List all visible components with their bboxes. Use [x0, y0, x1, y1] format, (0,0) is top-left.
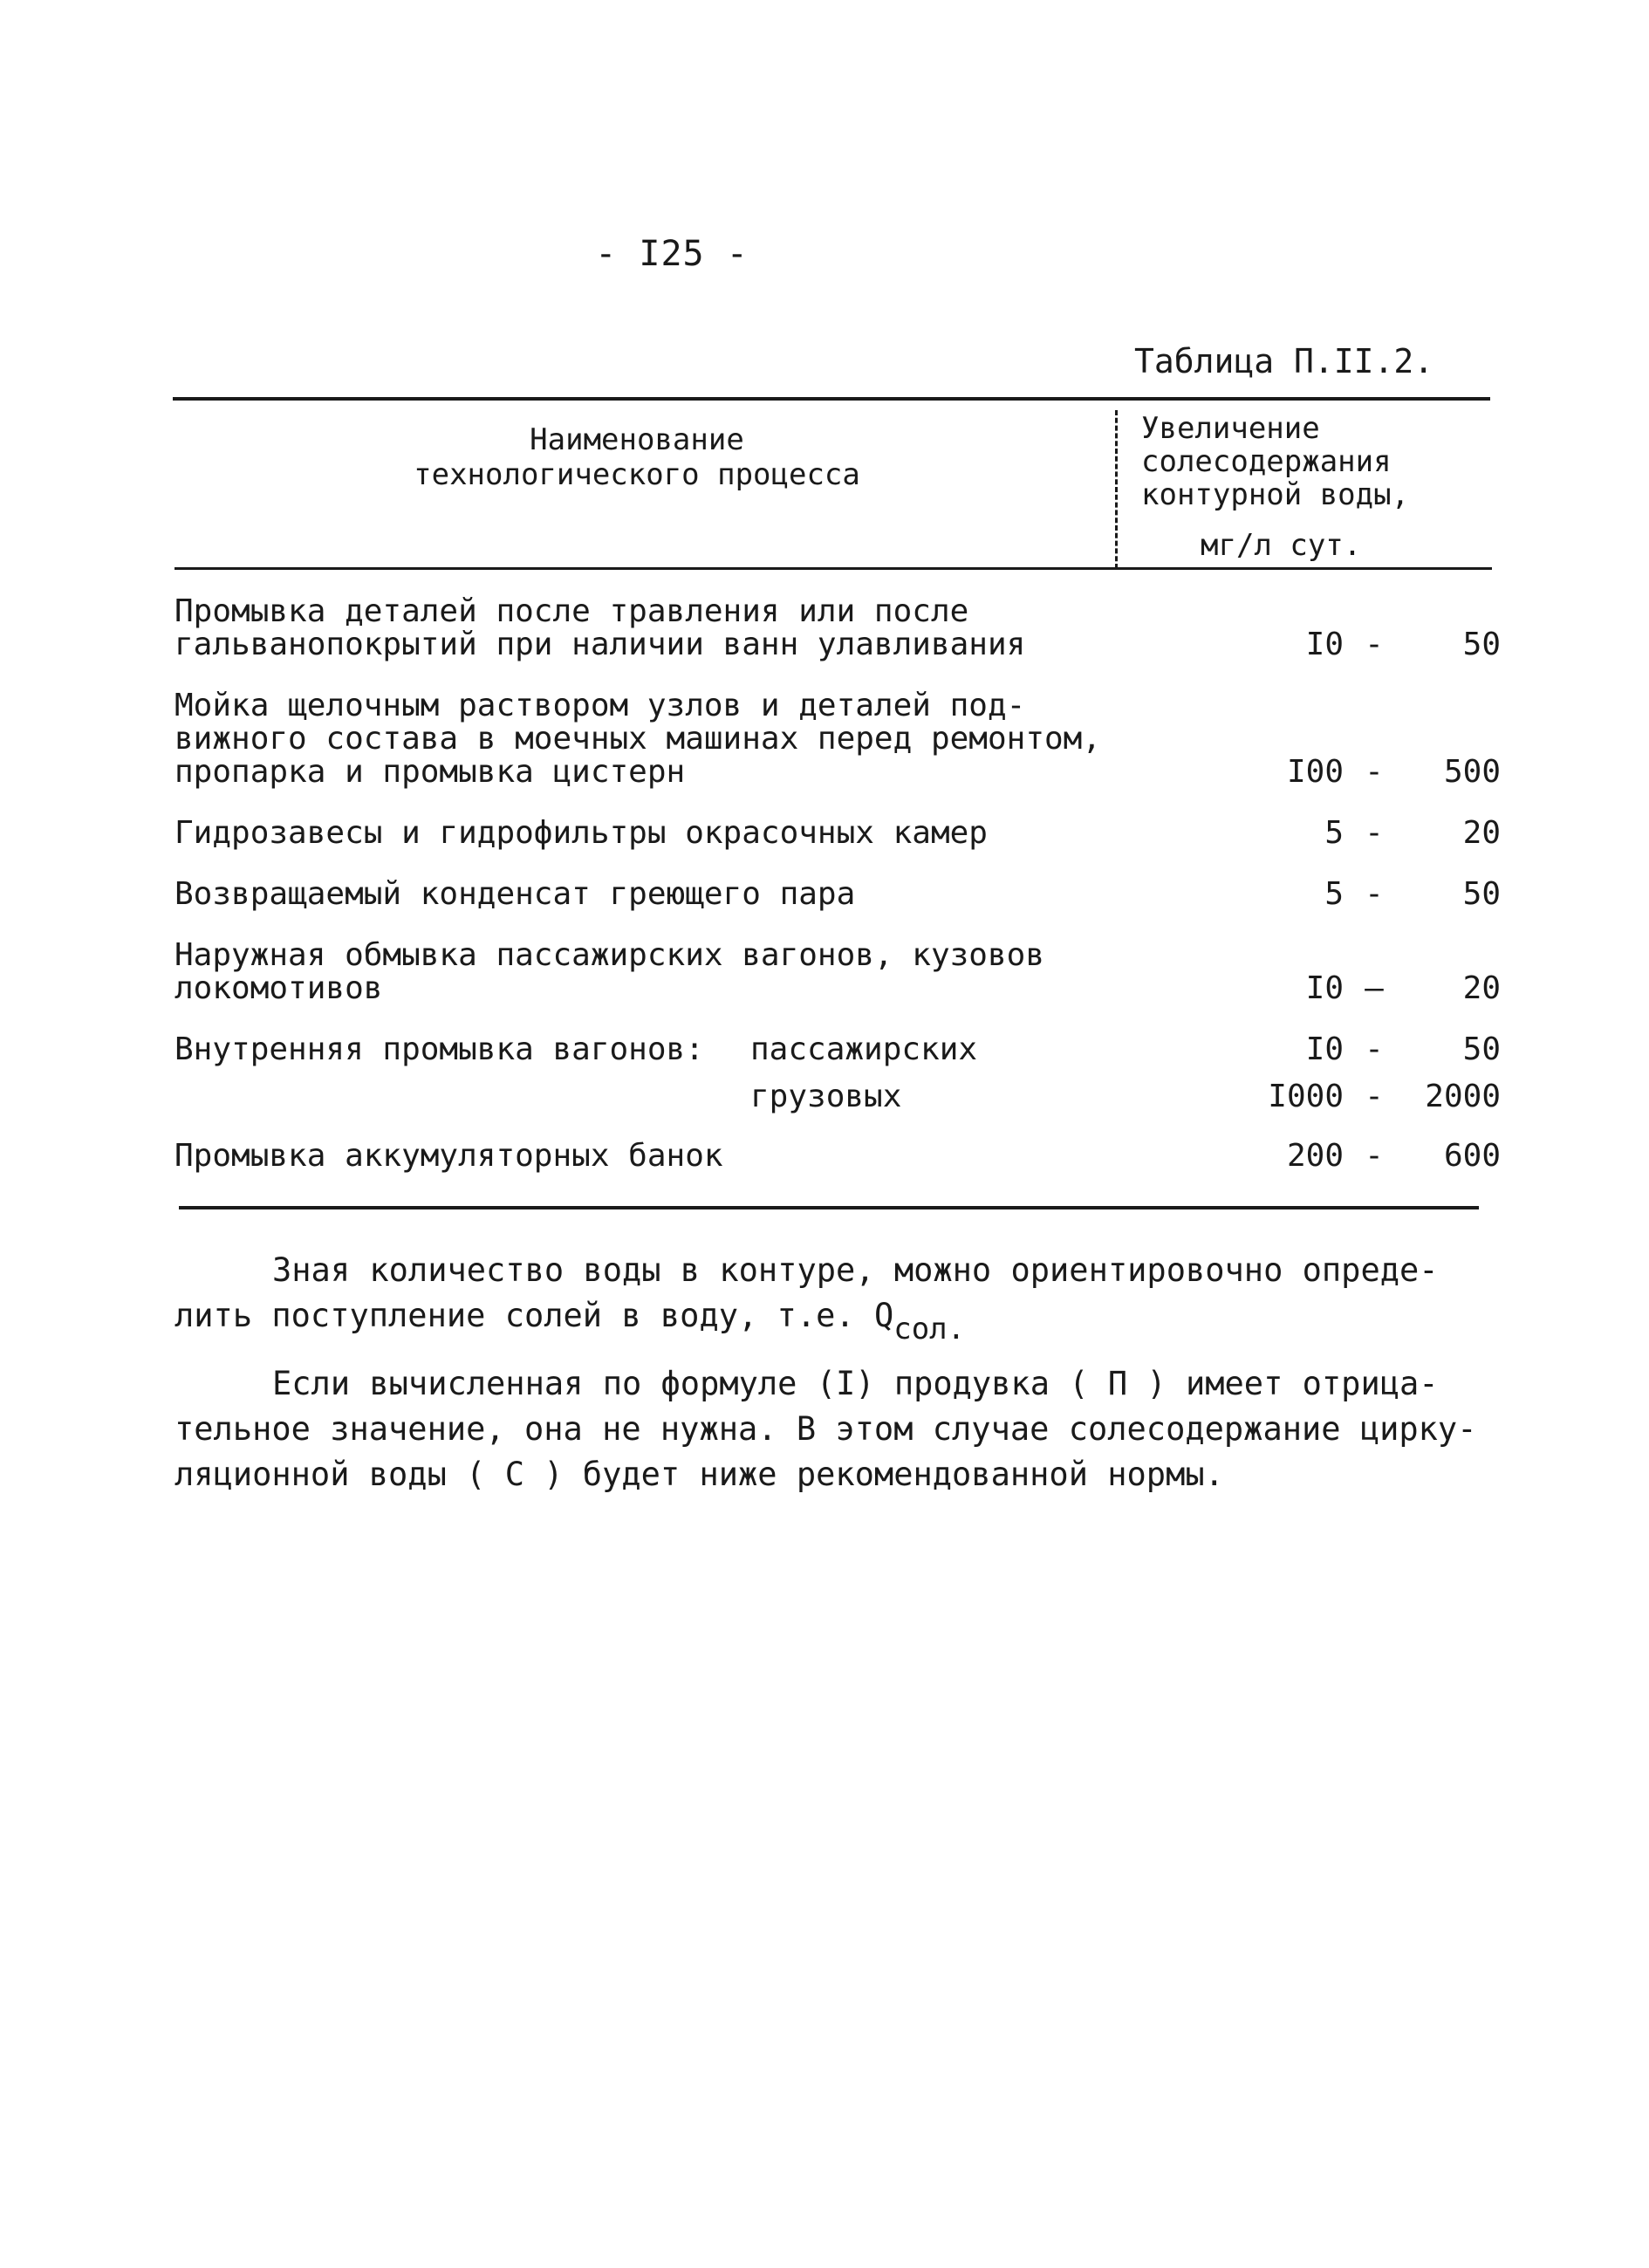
row-name-line: вижного состава в моечных машинах перед ремонтом, — [174, 721, 1102, 757]
row-name-line: Наружная обмывка пассажирских вагонов, кузовов — [174, 937, 1044, 973]
row-name-line: Внутренняя промывка вагонов: — [174, 1031, 704, 1067]
row-subcategory: грузовых — [750, 1079, 902, 1114]
row-name-line: Промывка аккумуляторных банок — [174, 1138, 723, 1174]
row-value-range — [1178, 1033, 1579, 1066]
paragraph-line: Зная количество воды в контуре, можно ориентировочно опреде- — [272, 1251, 1439, 1289]
range-to: 500 — [1443, 754, 1501, 790]
row-process-name — [174, 878, 1117, 911]
range-to: 50 — [1462, 627, 1501, 662]
table-header-rule — [174, 567, 1492, 570]
row-name-line: Промывка деталей после травления или после — [174, 593, 969, 629]
header-process-line-1: Наименование — [530, 422, 744, 457]
row-name-line: локомотивов — [174, 970, 383, 1006]
header-salt-line-1: Увеличение — [1141, 411, 1320, 446]
paragraph-line-text: лить поступление солей в воду, т.е. — [174, 1297, 855, 1334]
page-number: - I25 - — [595, 234, 749, 274]
row-name-line: Мойка щелочным раствором узлов и деталей под- — [174, 688, 1026, 723]
paragraph-line — [174, 1293, 1431, 1352]
row-value-range — [1178, 1080, 1579, 1113]
row-subcategory: пассажирских — [750, 1031, 978, 1067]
header-salt-unit: мг/л сут. — [1201, 528, 1362, 563]
paragraph-line: тельное значение, она не нужна. В этом случае солесодержание цирку- — [174, 1410, 1477, 1448]
range-to: 2000 — [1425, 1079, 1501, 1114]
paragraph-line: ляционной воды ( С ) будет ниже рекомендованной нормы. — [174, 1456, 1224, 1493]
row-name-line: Возвращаемый конденсат греющего пара — [174, 876, 856, 912]
row-value-range — [1178, 972, 1579, 1005]
range-to: 50 — [1462, 876, 1501, 912]
table-bottom-rule — [179, 1206, 1479, 1209]
range-dash: - — [1365, 876, 1384, 912]
range-dash: - — [1365, 1138, 1384, 1174]
row-process-name — [174, 689, 1117, 789]
header-process-line-2: технологического процесса — [414, 457, 860, 492]
range-from: I0 — [1305, 627, 1344, 662]
range-to: 20 — [1462, 970, 1501, 1006]
range-from: 5 — [1324, 815, 1344, 851]
range-from: I0 — [1305, 970, 1344, 1006]
row-name-line: гальванопокрытий при наличии ванн улавливания — [174, 627, 1026, 662]
range-dash: - — [1365, 754, 1384, 790]
range-dash: - — [1365, 1031, 1384, 1067]
row-value-range — [1178, 628, 1579, 661]
range-from: I00 — [1286, 754, 1344, 790]
range-dash: - — [1365, 815, 1384, 851]
paragraph-line: Если вычисленная по формуле (I) продувка ( П ) имеет отрица- — [272, 1365, 1439, 1402]
table-caption: Таблица П.II.2. — [1134, 342, 1434, 380]
symbol-subscript: сол. — [893, 1312, 966, 1346]
range-to: 50 — [1462, 1031, 1501, 1067]
row-value-range — [1178, 1140, 1579, 1173]
range-to: 600 — [1443, 1138, 1501, 1174]
range-to: 20 — [1462, 815, 1501, 851]
paragraph-2 — [174, 1361, 1477, 1497]
salt-flow-symbol — [873, 1297, 966, 1346]
symbol-q: Q — [873, 1297, 894, 1334]
table-top-rule — [173, 397, 1490, 401]
range-from: I0 — [1305, 1031, 1344, 1067]
range-dash: - — [1365, 1079, 1384, 1114]
row-name-line: Гидрозавесы и гидрофильтры окрасочных камер — [174, 815, 988, 851]
row-process-name — [174, 595, 1117, 661]
header-salt-increase — [1141, 412, 1473, 562]
range-from: 5 — [1324, 876, 1344, 912]
header-column-separator — [1115, 410, 1119, 569]
row-name-line: пропарка и промывка цистерн — [174, 754, 686, 790]
row-value-range — [1178, 878, 1579, 911]
header-process-name — [174, 422, 1099, 492]
range-from: 200 — [1286, 1138, 1344, 1174]
row-value-range — [1178, 756, 1579, 789]
header-salt-line-3: контурной воды, — [1141, 477, 1410, 512]
row-process-name — [174, 817, 1117, 850]
row-process-name — [174, 1140, 1117, 1173]
header-salt-line-2: солесодержания — [1141, 444, 1392, 479]
range-dash: - — [1365, 627, 1384, 662]
range-dash: — — [1365, 970, 1384, 1006]
paragraph-1 — [174, 1248, 1439, 1352]
range-from: I000 — [1268, 1079, 1344, 1114]
row-value-range — [1178, 817, 1579, 850]
row-process-name — [174, 939, 1117, 1005]
